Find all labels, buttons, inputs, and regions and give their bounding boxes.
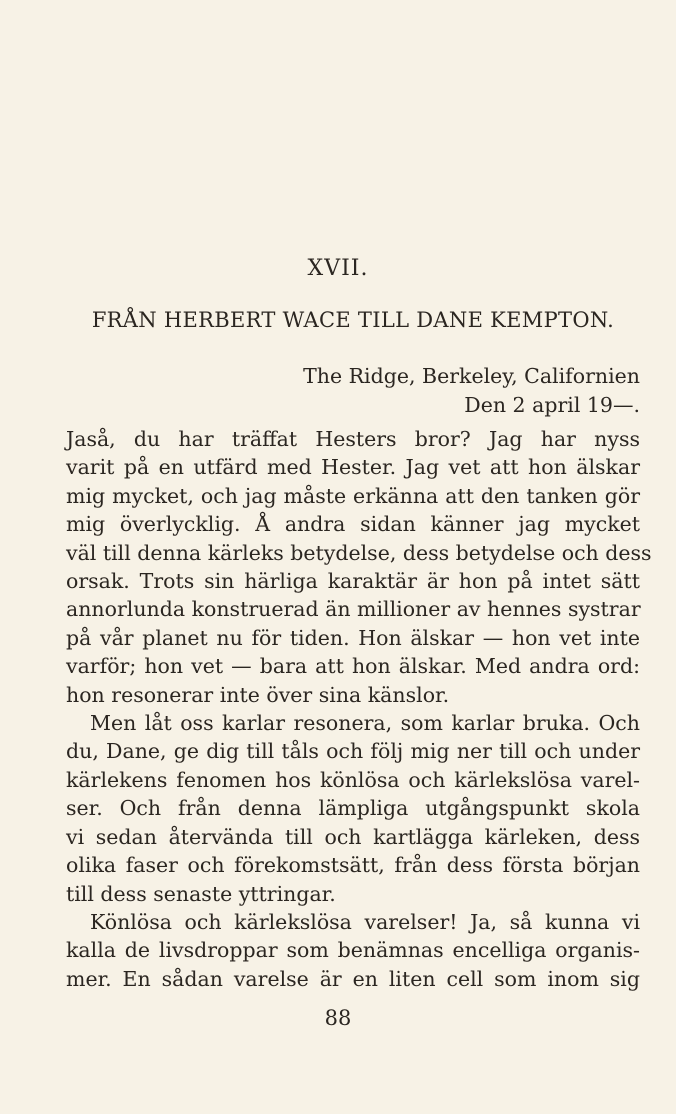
text-line: olika faser och förekomstsätt, från dess första början xyxy=(66,853,640,878)
text-line: orsak. Trots sin härliga karaktär är hon på intet sätt xyxy=(66,569,640,594)
address-line-place: The Ridge, Berkeley, Californien xyxy=(303,364,640,388)
text-line: till dess senaste yttringar. xyxy=(66,881,336,906)
letter-address xyxy=(303,362,640,420)
text-line: ser. Och från denna lämpliga utgångspunkt skola xyxy=(66,796,640,821)
text-line: annorlunda konstruerad än millioner av hennes systrar xyxy=(66,597,641,622)
text-line: varit på en utfärd med Hester. Jag vet att hon älskar xyxy=(66,455,640,480)
text-line: vi sedan återvända till och kartlägga kärleken, dess xyxy=(66,824,640,849)
text-line: varför; hon vet — bara att hon älskar. Med andra ord: xyxy=(66,654,640,679)
text-line: på vår planet nu för tiden. Hon älskar — hon vet inte xyxy=(66,625,640,650)
text-line: väl till denna kärleks betydelse, dess betydelse och dess xyxy=(66,540,652,565)
text-line: kalla de livsdroppar som benämnas encelliga organis- xyxy=(66,938,640,963)
page-number: 88 xyxy=(324,1006,352,1030)
chapter-heading: FRÅN HERBERT WACE TILL DANE KEMPTON. xyxy=(91,308,615,332)
text-line: kärlekens fenomen hos könlösa och kärlekslösa varel- xyxy=(66,767,640,792)
text-line: du, Dane, ge dig till tåls och följ mig ner till och under xyxy=(66,739,640,764)
paragraph-2 xyxy=(66,709,640,908)
text-line: mig mycket, och jag måste erkänna att den tanken gör xyxy=(66,483,640,508)
body-text xyxy=(66,425,652,993)
text-line: Jaså, du har träffat Hesters bror? Jag har nyss xyxy=(66,427,640,451)
text-line: Könlösa och kärlekslösa varelser! Ja, så kunna vi xyxy=(90,909,640,934)
chapter-number: XVII. xyxy=(307,256,369,281)
paragraph-1 xyxy=(66,425,652,709)
text-line: mer. En sådan varelse är en liten cell som inom sig xyxy=(66,966,640,991)
paragraph-3 xyxy=(66,908,640,993)
address-line-date: Den 2 april 19—. xyxy=(464,393,640,417)
text-line: hon resonerar inte över sina känslor. xyxy=(66,682,450,707)
text-line: Men låt oss karlar resonera, som karlar bruka. Och xyxy=(90,711,640,736)
text-line: mig överlycklig. Å andra sidan känner jag mycket xyxy=(66,512,640,537)
